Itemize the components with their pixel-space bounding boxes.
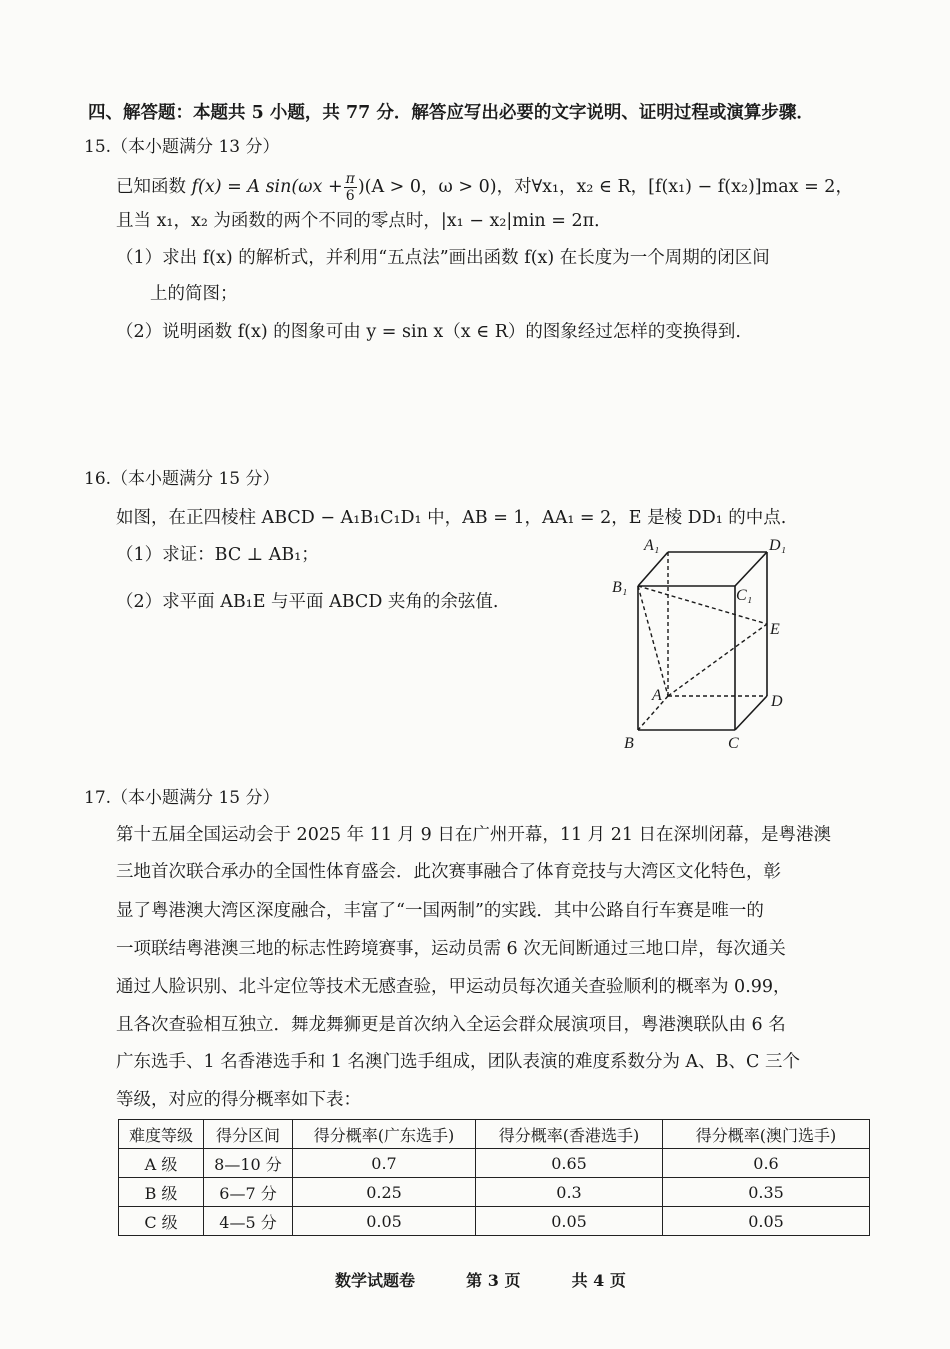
segment-B1A [638,586,668,696]
table-cell: 6—7 分 [204,1178,293,1207]
footer-exam-name: 数学试题卷 [335,1271,416,1290]
q16-part2: （2）求平面 AB₁E 与平面 ABCD 夹角的余弦值. [116,592,499,612]
table-cell: 0.7 [293,1149,476,1178]
table-header-cell: 难度等级 [119,1120,204,1149]
table-row [119,1207,870,1236]
segment-AE [668,624,767,696]
table-cell: 0.6 [663,1149,870,1178]
section-header: 四、解答题：本题共 5 小题，共 77 分．解答应写出必要的文字说明、证明过程或演算步骤． [88,103,814,123]
table-cell: 0.3 [476,1178,663,1207]
table-cell: 8—10 分 [204,1149,293,1178]
q15-frac-den: 6 [345,188,355,204]
label-E: E [770,621,780,638]
q15-stem-a: 已知函数 [116,177,186,197]
table-header-cell: 得分概率(澳门选手) [663,1120,870,1149]
q15-part2: （2）说明函数 f(x) 的图象可由 y = sin x（x ∈ R）的图象经过怎样的变换得到. [116,322,741,342]
table-cell: 0.05 [663,1207,870,1236]
q17-line: 广东选手、1 名香港选手和 1 名澳门选手组成，团队表演的难度系数分为 A、B、C 三个 [116,1052,800,1072]
q16-stem: 如图，在正四棱柱 ABCD − A₁B₁C₁D₁ 中，AB = 1，AA₁ = 2，E 是棱 DD₁ 的中点. [116,508,787,528]
q16-title: 16.（本小题满分 15 分） [84,469,280,489]
q15-stem-b: )(A > 0，ω > 0)，对∀x₁，x₂ ∈ R，[f(x₁) − f(x₂)]max = 2， [357,177,853,197]
footer-total-pages: 共 4 页 [571,1271,626,1290]
q17-line: 通过人脸识别、北斗定位等技术无感查验，甲运动员每次通关查验顺利的概率为 0.99， [116,977,791,997]
table-cell: 0.25 [293,1178,476,1207]
q17-line: 第十五届全国运动会于 2025 年 11 月 9 日在广州开幕，11 月 21 日在深圳闭幕，是粤港澳 [116,825,832,845]
prism-figure [600,530,800,760]
table-cell: A 级 [119,1149,204,1178]
label-A1: A₁ [644,537,660,554]
q15-frac-num: π [345,171,355,187]
table-cell: B 级 [119,1178,204,1207]
label-B1: B₁ [612,579,628,596]
q15-title: 15.（本小题满分 13 分） [84,137,280,157]
footer-page-number: 第 3 页 [466,1271,521,1290]
q17-line: 且各次查验相互独立．舞龙舞狮更是首次纳入全运会群众展演项目，粤港澳联队由 6 名 [116,1015,786,1035]
q16-part1: （1）求证：BC ⊥ AB₁； [116,545,319,565]
table-cell: 4—5 分 [204,1207,293,1236]
table-cell: 0.35 [663,1178,870,1207]
q15-part1-line2: 上的简图； [150,284,238,304]
label-D1: D₁ [769,537,787,554]
label-C1: C₁ [736,587,753,604]
label-B: B [624,735,634,752]
table-row [119,1178,870,1207]
q17-title: 17.（本小题满分 15 分） [84,788,280,808]
q15-stem-line2: 且当 x₁，x₂ 为函数的两个不同的零点时，|x₁ − x₂|min = 2π． [116,211,612,231]
q17-line: 等级，对应的得分概率如下表： [116,1090,361,1110]
edge-B1A1 [638,552,668,586]
q15-function: f(x) = A sin(ωx + [191,177,343,197]
table-cell: 0.65 [476,1149,663,1178]
page-footer [335,1268,626,1291]
table-header-cell: 得分区间 [204,1120,293,1149]
q15-stem-line1 [116,171,853,204]
edge-CD [735,696,767,730]
label-A: A [652,687,662,704]
q15-part1-line1: （1）求出 f(x) 的解析式，并利用“五点法”画出函数 f(x) 在长度为一个周期的闭区间 [116,248,770,268]
q15-fraction [344,171,357,204]
label-D: D [771,693,783,710]
table-header-cell: 得分概率(香港选手) [476,1120,663,1149]
table-header-row [119,1120,870,1149]
score-probability-table [118,1119,870,1236]
table-cell: C 级 [119,1207,204,1236]
table-header-cell: 得分概率(广东选手) [293,1120,476,1149]
table-cell: 0.05 [476,1207,663,1236]
edge-D1C1 [735,552,767,586]
q17-line: 三地首次联合承办的全国性体育盛会．此次赛事融合了体育竞技与大湾区文化特色，彰 [116,862,781,882]
label-C: C [728,735,739,752]
table-cell: 0.05 [293,1207,476,1236]
q17-line: 显了粤港澳大湾区深度融合，丰富了“一国两制”的实践．其中公路自行车赛是唯一的 [116,901,764,921]
q17-line: 一项联结粤港澳三地的标志性跨境赛事，运动员需 6 次无间断通过三地口岸，每次通关 [116,939,786,959]
table-row [119,1149,870,1178]
